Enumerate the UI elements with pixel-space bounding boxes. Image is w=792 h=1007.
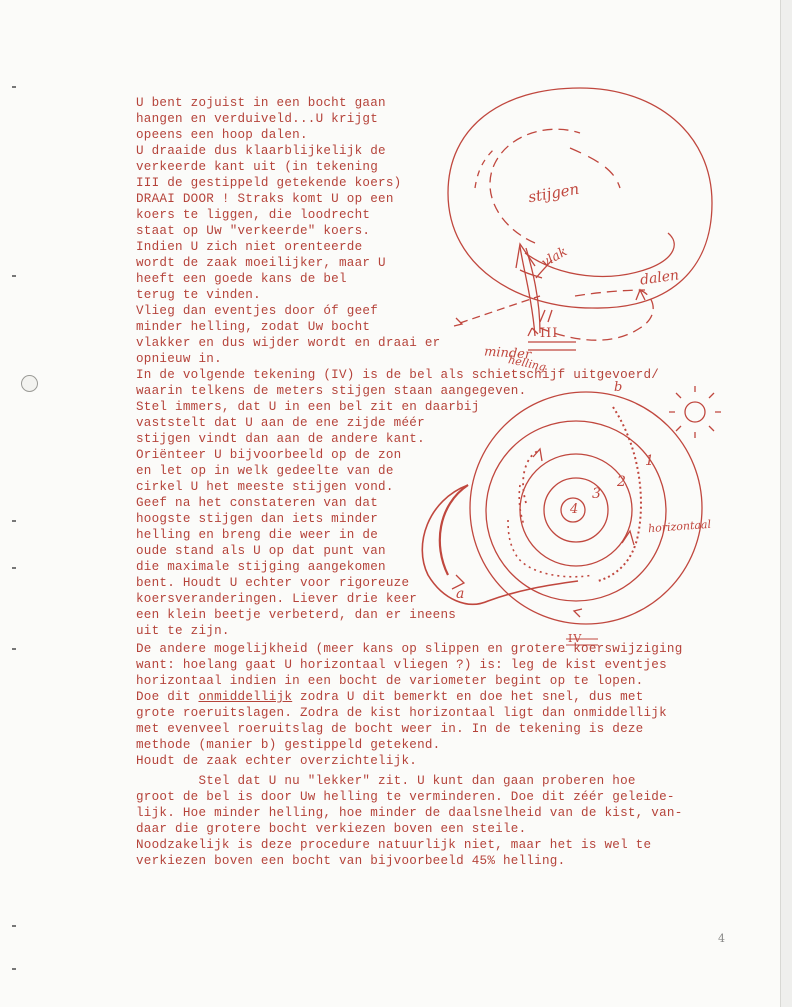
text-line: hoogste stijgen dan iets minder — [136, 512, 379, 526]
text-line: verkeerde kant uit (in tekening — [136, 160, 379, 174]
text-line: bent. Houdt U echter voor rigoreuze — [136, 576, 410, 590]
figure-iv-ring-4: 4 — [570, 502, 579, 517]
punch-hole — [21, 375, 38, 392]
text-line: Stel immers, dat U in een bel zit en daarbij — [136, 400, 480, 414]
text-line: U draaide dus klaarblijkelijk de — [136, 144, 386, 158]
text-line: en let op in welk gedeelte van de — [136, 464, 394, 478]
text-line: opeens een hoop dalen. — [136, 128, 308, 142]
text-line: III de gestippeld getekende koers) — [136, 176, 402, 190]
text-line: grote roeruitslagen. Zodra de kist horizontaal ligt dan onmiddellijk — [136, 706, 667, 720]
text-line: heeft een goede kans de bel — [136, 272, 347, 286]
text-line: horizontaal indien in een bocht de variometer begint op te lopen. — [136, 674, 644, 688]
figure-iii-label-dalen: dalen — [639, 267, 681, 289]
figure-iv-label-b: b — [614, 380, 623, 395]
text-line: stijgen vindt dan aan de andere kant. — [136, 432, 425, 446]
text-line: methode (manier b) gestippeld getekend. — [136, 738, 441, 752]
figure-iii-label-helling: helling — [507, 353, 548, 374]
text-line: opnieuw in. — [136, 352, 222, 366]
text-line: vlakker en dus wijder wordt en draai er — [136, 336, 441, 350]
text-line: Oriënteer U bijvoorbeeld op de zon — [136, 448, 402, 462]
text-line: wordt de zaak moeilijker, maar U — [136, 256, 386, 270]
text-line: want: hoelang gaat U horizontaal vliegen ?) is: leg de kist eventjes — [136, 658, 667, 672]
text-line: Vlieg dan eventjes door óf geef — [136, 304, 379, 318]
text-line: die maximale stijging aangekomen — [136, 560, 386, 574]
text-line: waarin telkens de meters stijgen staan aangegeven. — [136, 384, 527, 398]
figure-iii-roman-numeral: III — [540, 326, 559, 341]
margin-mark — [12, 567, 16, 569]
text-line: uit te zijn. — [136, 624, 230, 638]
text-line: DRAAI DOOR ! Straks komt U op een — [136, 192, 394, 206]
margin-mark — [12, 520, 16, 522]
page-number: 4 — [718, 932, 725, 945]
margin-mark — [12, 648, 16, 650]
text-line: helling en breng die weer in de — [136, 528, 379, 542]
figure-iv-ring-2: 2 — [617, 474, 626, 490]
text-fragment: Doe dit — [136, 690, 199, 704]
text-line: In de volgende tekening (IV) is de bel als schietschijf uitgevoerd/ — [136, 368, 660, 382]
text-line: U bent zojuist in een bocht gaan — [136, 96, 386, 110]
text-line — [136, 689, 644, 705]
figure-iv-label-horizontaal: horizontaal — [647, 517, 712, 536]
figure-iv-ring-3: 3 — [592, 486, 601, 502]
text-line: een klein beetje verbeterd, dan er ineens — [136, 608, 457, 622]
text-line: De andere mogelijkheid (meer kans op slippen en grotere koerswijziging — [136, 642, 683, 656]
text-line: Houdt de zaak echter overzichtelijk. — [136, 754, 418, 768]
text-line: terug te vinden. — [136, 288, 261, 302]
text-line: Indien U zich niet orenteerde — [136, 240, 363, 254]
text-line: Geef na het constateren van dat — [136, 496, 379, 510]
text-line: verkiezen boven een bocht van bijvoorbeeld 45% helling. — [136, 854, 566, 868]
figure-iv-label-a: a — [456, 586, 465, 602]
margin-mark — [12, 86, 16, 88]
figure-iii-label-vlak: vlak — [539, 244, 571, 271]
text-line: daar die grotere bocht verkiezen boven een steile. — [136, 822, 527, 836]
figure-iv-ring-1: 1 — [645, 453, 654, 469]
figure-iv-roman-numeral: IV — [568, 632, 583, 645]
text-fragment: zodra U dit bemerkt en doe het snel, dus met — [292, 690, 644, 704]
underlined-word: onmiddellijk — [198, 690, 293, 704]
text-line: oude stand als U op dat punt van — [136, 544, 386, 558]
text-line: hangen en verduiveld...U krijgt — [136, 112, 379, 126]
figure-iii-thermal-drawing — [440, 78, 740, 378]
text-line: met evenveel roeruitslag de bocht weer in. In de tekening is deze — [136, 722, 644, 736]
margin-mark — [12, 968, 16, 970]
text-line: staat op Uw "verkeerde" koers. — [136, 224, 371, 238]
margin-mark — [12, 275, 16, 277]
text-line: koers te liggen, die loodrecht — [136, 208, 371, 222]
text-line: lijk. Hoe minder helling, hoe minder de daalsnelheid van de kist, van- — [136, 806, 683, 820]
text-line: cirkel U het meeste stijgen vond. — [136, 480, 394, 494]
text-line: groot de bel is door Uw helling te verminderen. Doe dit zéér geleide- — [136, 790, 675, 804]
text-line: koersveranderingen. Liever drie keer — [136, 592, 418, 606]
margin-mark — [12, 925, 16, 927]
text-line: Noodzakelijk is deze procedure natuurlijk niet, maar het is wel te — [136, 838, 652, 852]
figure-iii-label-stijgen: stijgen — [526, 179, 581, 207]
text-line: vaststelt dat U aan de ene zijde méér — [136, 416, 425, 430]
figure-iii-label-minder: minder — [483, 344, 532, 363]
text-line: minder helling, zodat Uw bocht — [136, 320, 371, 334]
text-line: Stel dat U nu "lekker" zit. U kunt dan gaan proberen hoe — [136, 774, 636, 788]
